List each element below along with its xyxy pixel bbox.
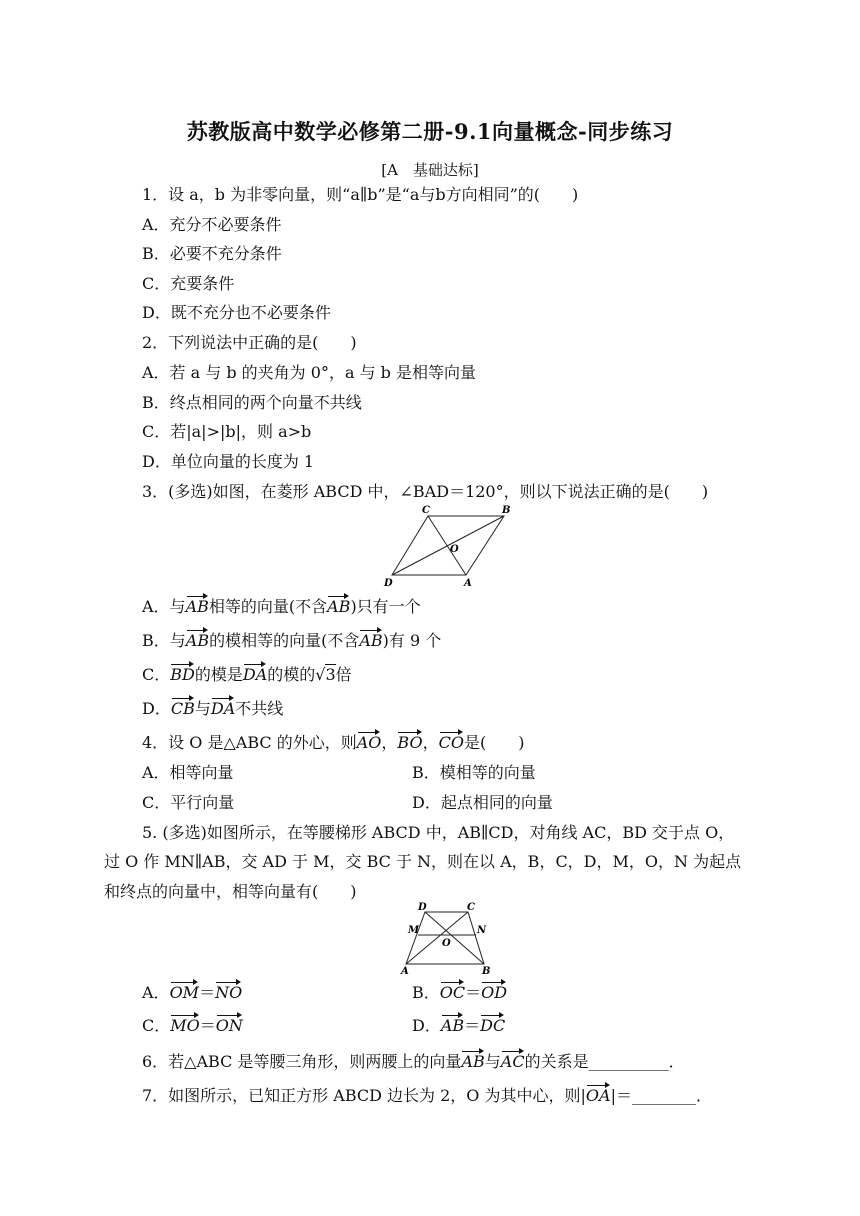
q3-stem: 3．(多选)如图，在菱形 ABCD 中，∠BAD＝120°，则以下说法正确的是( ) <box>142 482 709 501</box>
q5-option-b: B．OC＝OD <box>412 983 508 1002</box>
trapezoid-label-n: N <box>477 925 487 936</box>
rhombus-label-o: O <box>450 544 459 555</box>
trapezoid-label-m: M <box>408 925 420 936</box>
vector-oa: OA <box>585 1086 611 1105</box>
trapezoid-label-b: B <box>482 966 491 977</box>
q1-option-d: D．既不充分也不必要条件 <box>142 303 331 322</box>
q2-option-a: A．若 a 与 b 的夹角为 0°，a 与 b 是相等向量 <box>142 363 476 382</box>
vector-od: OD <box>481 983 508 1002</box>
sqrt-radicand: 3 <box>325 665 336 684</box>
vector-ab: AB <box>440 1016 465 1035</box>
q2-option-b: B．终点相同的两个向量不共线 <box>142 393 362 412</box>
section-heading: [A 基础达标] <box>381 161 479 179</box>
rhombus-figure <box>380 500 520 590</box>
q5-option-a: A．OM＝NO <box>142 983 243 1002</box>
vector-bo: BO <box>397 733 423 752</box>
q4-option-b: B．模相等的向量 <box>412 763 536 782</box>
vector-da: DA <box>210 699 236 718</box>
q4-stem: 4．设 O 是△ABC 的外心，则AO，BO，CO是( ) <box>142 733 525 752</box>
q1-option-a: A．充分不必要条件 <box>142 215 282 234</box>
page-title: 苏教版高中数学必修第二册-9.1向量概念-同步练习 <box>186 119 674 144</box>
q5-option-c: C．MO＝ON <box>142 1016 243 1035</box>
vector-da: DA <box>242 665 268 684</box>
q5-line-2: 过 O 作 MN∥AB，交 AD 于 M，交 BC 于 N，则在以 A，B，C，D，M，O，N 为起点 <box>104 852 742 871</box>
vector-ab: AB <box>461 1052 485 1071</box>
trapezoid-figure <box>392 898 502 978</box>
q5-line-1: 5. (多选)如图所示，在等腰梯形 ABCD 中，AB∥CD，对角线 AC，BD 交于点 O， <box>142 823 735 842</box>
vector-ab: AB <box>185 597 209 616</box>
q4-option-d: D．起点相同的向量 <box>412 793 553 812</box>
q4-option-c: C．平行向量 <box>142 793 235 812</box>
vector-on: ON <box>215 1016 243 1035</box>
q1-stem: 1．设 a，b 为非零向量，则“a∥b”是“a与b方向相同”的( ) <box>142 185 579 204</box>
q1-option-c: C．充要条件 <box>142 274 235 293</box>
rhombus-label-b: B <box>502 505 511 516</box>
vector-ab: AB <box>327 597 351 616</box>
vector-dc: DC <box>480 1016 506 1035</box>
q2-option-d: D．单位向量的长度为 1 <box>142 452 315 471</box>
vector-ab: AB <box>359 631 383 650</box>
trapezoid-label-a: A <box>401 966 409 977</box>
trapezoid-label-d: D <box>418 902 427 913</box>
q3-option-d: D．CB与DA不共线 <box>142 699 284 718</box>
vector-cb: CB <box>170 699 195 718</box>
rhombus-label-d: D <box>384 578 393 589</box>
q2-option-c: C．若|a|>|b|，则 a>b <box>142 422 312 441</box>
q7-stem: 7．如图所示，已知正方形 ABCD 边长为 2，O 为其中心，则|OA|＝________． <box>142 1086 712 1105</box>
q3-option-c: C．BD的模是DA的模的√3倍 <box>142 665 352 684</box>
rhombus-label-c: C <box>422 505 430 516</box>
vector-co: CO <box>438 733 464 752</box>
q3-option-a: A．与AB相等的向量(不含AB)只有一个 <box>142 597 421 616</box>
q1-option-b: B．必要不充分条件 <box>142 244 282 263</box>
vector-bd: BD <box>170 665 195 684</box>
q5-line-3: 和终点的向量中，相等向量有( ) <box>104 882 357 901</box>
sqrt-sign: √ <box>315 665 326 684</box>
q5-option-d: D．AB＝DC <box>412 1016 506 1035</box>
vector-mo: MO <box>170 1016 200 1035</box>
q4-option-a: A．相等向量 <box>142 763 234 782</box>
vector-ab: AB <box>185 631 210 650</box>
q2-stem: 2．下列说法中正确的是( ) <box>142 333 357 352</box>
vector-ao: AO <box>356 733 382 752</box>
vector-no: NO <box>215 983 243 1002</box>
vector-om: OM <box>169 983 200 1002</box>
q6-stem: 6．若△ABC 是等腰三角形，则两腰上的向量AB与AC的关系是__________． <box>142 1052 685 1071</box>
rhombus-label-a: A <box>464 578 472 589</box>
vector-oc: OC <box>439 983 466 1002</box>
vector-ac: AC <box>500 1052 525 1071</box>
q3-option-b: B．与AB的模相等的向量(不含AB)有 9 个 <box>142 631 442 650</box>
trapezoid-label-c: C <box>467 902 475 913</box>
trapezoid-label-o: O <box>442 938 451 949</box>
